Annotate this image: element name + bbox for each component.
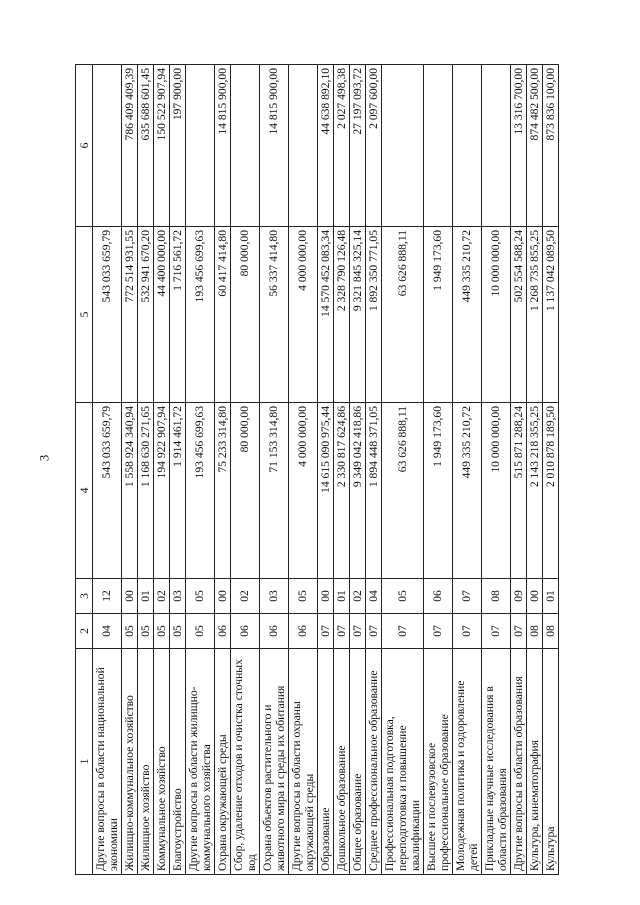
row-name: Сбор, удаление отходов и очистка сточных вод: [230, 649, 259, 875]
amount-col5: 44 400 000,00: [153, 227, 169, 403]
table-row: [137, 65, 153, 875]
table-body: [93, 65, 559, 875]
section-code: 05: [137, 614, 153, 649]
table-row: [542, 65, 558, 875]
amount-col5: 80 000,00: [230, 227, 259, 403]
row-name: Среднее профессиональное образование: [365, 649, 381, 875]
subsection-code: 03: [169, 579, 185, 614]
section-code: 07: [381, 614, 423, 649]
amount-col6: 13 316 700,00: [510, 65, 526, 227]
total-amount: 71 153 314,80: [259, 403, 288, 579]
section-code: 07: [365, 614, 381, 649]
amount-col6: 14 815 900,00: [214, 65, 230, 227]
amount-col6: [423, 65, 452, 227]
amount-col6: [288, 65, 317, 227]
amount-col6: 635 688 601,45: [137, 65, 153, 227]
subsection-code: 05: [185, 579, 214, 614]
total-amount: 543 033 659,79: [93, 403, 122, 579]
row-name: Культура: [542, 649, 558, 875]
amount-col5: 4 000 000,00: [288, 227, 317, 403]
row-name: Молодежная политика и оздоровление детей: [452, 649, 481, 875]
amount-col6: 27 197 093,72: [349, 65, 365, 227]
row-name: Общее образование: [349, 649, 365, 875]
section-code: 08: [526, 614, 542, 649]
total-amount: 63 626 888,11: [381, 403, 423, 579]
total-amount: 515 871 288,24: [510, 403, 526, 579]
subsection-code: 12: [93, 579, 122, 614]
amount-col5: 502 554 588,24: [510, 227, 526, 403]
total-amount: 1 558 924 340,94: [121, 403, 137, 579]
total-amount: 4 000 000,00: [288, 403, 317, 579]
column-header: 2: [76, 614, 93, 649]
subsection-code: 02: [349, 579, 365, 614]
total-amount: 194 922 907,94: [153, 403, 169, 579]
table-row: [169, 65, 185, 875]
row-name: Культура, кинематография: [526, 649, 542, 875]
total-amount: 14 615 090 975,44: [317, 403, 333, 579]
column-header: 4: [76, 403, 93, 579]
section-code: 07: [452, 614, 481, 649]
total-amount: 2 143 218 355,25: [526, 403, 542, 579]
amount-col5: 60 417 414,80: [214, 227, 230, 403]
amount-col6: 786 409 409,39: [121, 65, 137, 227]
section-code: 07: [317, 614, 333, 649]
amount-col6: [452, 65, 481, 227]
table-row: [317, 65, 333, 875]
amount-col5: 9 321 845 325,14: [349, 227, 365, 403]
subsection-code: 01: [137, 579, 153, 614]
section-code: 06: [214, 614, 230, 649]
amount-col6: [185, 65, 214, 227]
section-code: 05: [185, 614, 214, 649]
row-name: Охрана окружающей среды: [214, 649, 230, 875]
amount-col5: 1 137 042 089,50: [542, 227, 558, 403]
section-code: 08: [542, 614, 558, 649]
section-code: 04: [93, 614, 122, 649]
subsection-code: 02: [230, 579, 259, 614]
total-amount: 1 168 630 271,65: [137, 403, 153, 579]
table-row: [381, 65, 423, 875]
section-code: 07: [510, 614, 526, 649]
amount-col6: 873 836 100,00: [542, 65, 558, 227]
amount-col5: 1 949 173,60: [423, 227, 452, 403]
amount-col5: 2 328 790 126,48: [333, 227, 349, 403]
page-number: 3: [36, 454, 52, 462]
rotated-table-container: [75, 65, 557, 875]
row-name: Дошкольное образование: [333, 649, 349, 875]
total-amount: 2 330 817 624,86: [333, 403, 349, 579]
amount-col5: 543 033 659,79: [93, 227, 122, 403]
row-name: Благоустройство: [169, 649, 185, 875]
amount-col5: 193 456 699,63: [185, 227, 214, 403]
total-amount: 2 010 878 189,50: [542, 403, 558, 579]
table-row: [349, 65, 365, 875]
total-amount: 1 949 173,60: [423, 403, 452, 579]
total-amount: 1 894 448 371,05: [365, 403, 381, 579]
row-name: Жилищное хозяйство: [137, 649, 153, 875]
row-name: Образование: [317, 649, 333, 875]
amount-col5: 1 716 561,72: [169, 227, 185, 403]
table-row: [121, 65, 137, 875]
column-header: 1: [76, 649, 93, 875]
subsection-code: 05: [381, 579, 423, 614]
header-row: [76, 65, 93, 875]
subsection-code: 00: [526, 579, 542, 614]
amount-col5: 14 570 452 083,34: [317, 227, 333, 403]
section-code: 05: [153, 614, 169, 649]
section-code: 05: [169, 614, 185, 649]
amount-col6: 197 900,00: [169, 65, 185, 227]
section-code: 07: [423, 614, 452, 649]
amount-col6: 2 097 600,00: [365, 65, 381, 227]
section-code: 05: [121, 614, 137, 649]
amount-col5: 1 892 350 771,05: [365, 227, 381, 403]
subsection-code: 01: [333, 579, 349, 614]
table-row: [153, 65, 169, 875]
subsection-code: 00: [121, 579, 137, 614]
table-row: [230, 65, 259, 875]
row-name: Другие вопросы в области национальной экономики: [93, 649, 122, 875]
amount-col5: 449 335 210,72: [452, 227, 481, 403]
row-name: Профессиональная подготовка, переподготовка и повышение квалификации: [381, 649, 423, 875]
table-row: [452, 65, 481, 875]
subsection-code: 02: [153, 579, 169, 614]
total-amount: 75 233 314,80: [214, 403, 230, 579]
total-amount: 193 456 699,63: [185, 403, 214, 579]
table-row: [510, 65, 526, 875]
subsection-code: 08: [481, 579, 510, 614]
section-code: 06: [288, 614, 317, 649]
amount-col6: 150 522 907,94: [153, 65, 169, 227]
subsection-code: 05: [288, 579, 317, 614]
section-code: 07: [333, 614, 349, 649]
table-row: [365, 65, 381, 875]
table-row: [333, 65, 349, 875]
row-name: Другие вопросы в области образования: [510, 649, 526, 875]
row-name: Высшее и послевузовское профессиональное образование: [423, 649, 452, 875]
amount-col5: 532 941 670,20: [137, 227, 153, 403]
subsection-code: 03: [259, 579, 288, 614]
subsection-code: 00: [214, 579, 230, 614]
table-row: [526, 65, 542, 875]
amount-col6: 44 638 892,10: [317, 65, 333, 227]
subsection-code: 07: [452, 579, 481, 614]
total-amount: 9 349 042 418,86: [349, 403, 365, 579]
amount-col6: 14 815 900,00: [259, 65, 288, 227]
table-row: [423, 65, 452, 875]
section-code: 06: [259, 614, 288, 649]
subsection-code: 09: [510, 579, 526, 614]
amount-col5: 772 514 931,55: [121, 227, 137, 403]
amount-col6: [481, 65, 510, 227]
total-amount: 1 914 461,72: [169, 403, 185, 579]
subsection-code: 06: [423, 579, 452, 614]
total-amount: 10 000 000,00: [481, 403, 510, 579]
section-code: 07: [481, 614, 510, 649]
table-row: [185, 65, 214, 875]
amount-col6: [381, 65, 423, 227]
budget-table: [75, 64, 559, 875]
total-amount: 449 335 210,72: [452, 403, 481, 579]
section-code: 06: [230, 614, 259, 649]
amount-col5: 56 337 414,80: [259, 227, 288, 403]
section-code: 07: [349, 614, 365, 649]
total-amount: 80 000,00: [230, 403, 259, 579]
subsection-code: 01: [542, 579, 558, 614]
column-header: 5: [76, 227, 93, 403]
subsection-code: 00: [317, 579, 333, 614]
row-name: Жилищно-коммунальное хозяйство: [121, 649, 137, 875]
amount-col6: [93, 65, 122, 227]
row-name: Прикладные научные исследования в области образования: [481, 649, 510, 875]
table-row: [259, 65, 288, 875]
row-name: Другие вопросы в области охраны окружающей среды: [288, 649, 317, 875]
amount-col5: 63 626 888,11: [381, 227, 423, 403]
row-name: Коммунальное хозяйство: [153, 649, 169, 875]
row-name: Охрана объектов растительного и животного мира и среды их обитания: [259, 649, 288, 875]
table-row: [481, 65, 510, 875]
column-header: 3: [76, 579, 93, 614]
row-name: Другие вопросы в области жилищно-коммунального хозяйства: [185, 649, 214, 875]
table-row: [93, 65, 122, 875]
amount-col5: 1 268 735 855,25: [526, 227, 542, 403]
column-header: 6: [76, 65, 93, 227]
amount-col6: [230, 65, 259, 227]
table-row: [288, 65, 317, 875]
amount-col6: 874 482 500,00: [526, 65, 542, 227]
subsection-code: 04: [365, 579, 381, 614]
amount-col6: 2 027 498,38: [333, 65, 349, 227]
amount-col5: 10 000 000,00: [481, 227, 510, 403]
table-row: [214, 65, 230, 875]
